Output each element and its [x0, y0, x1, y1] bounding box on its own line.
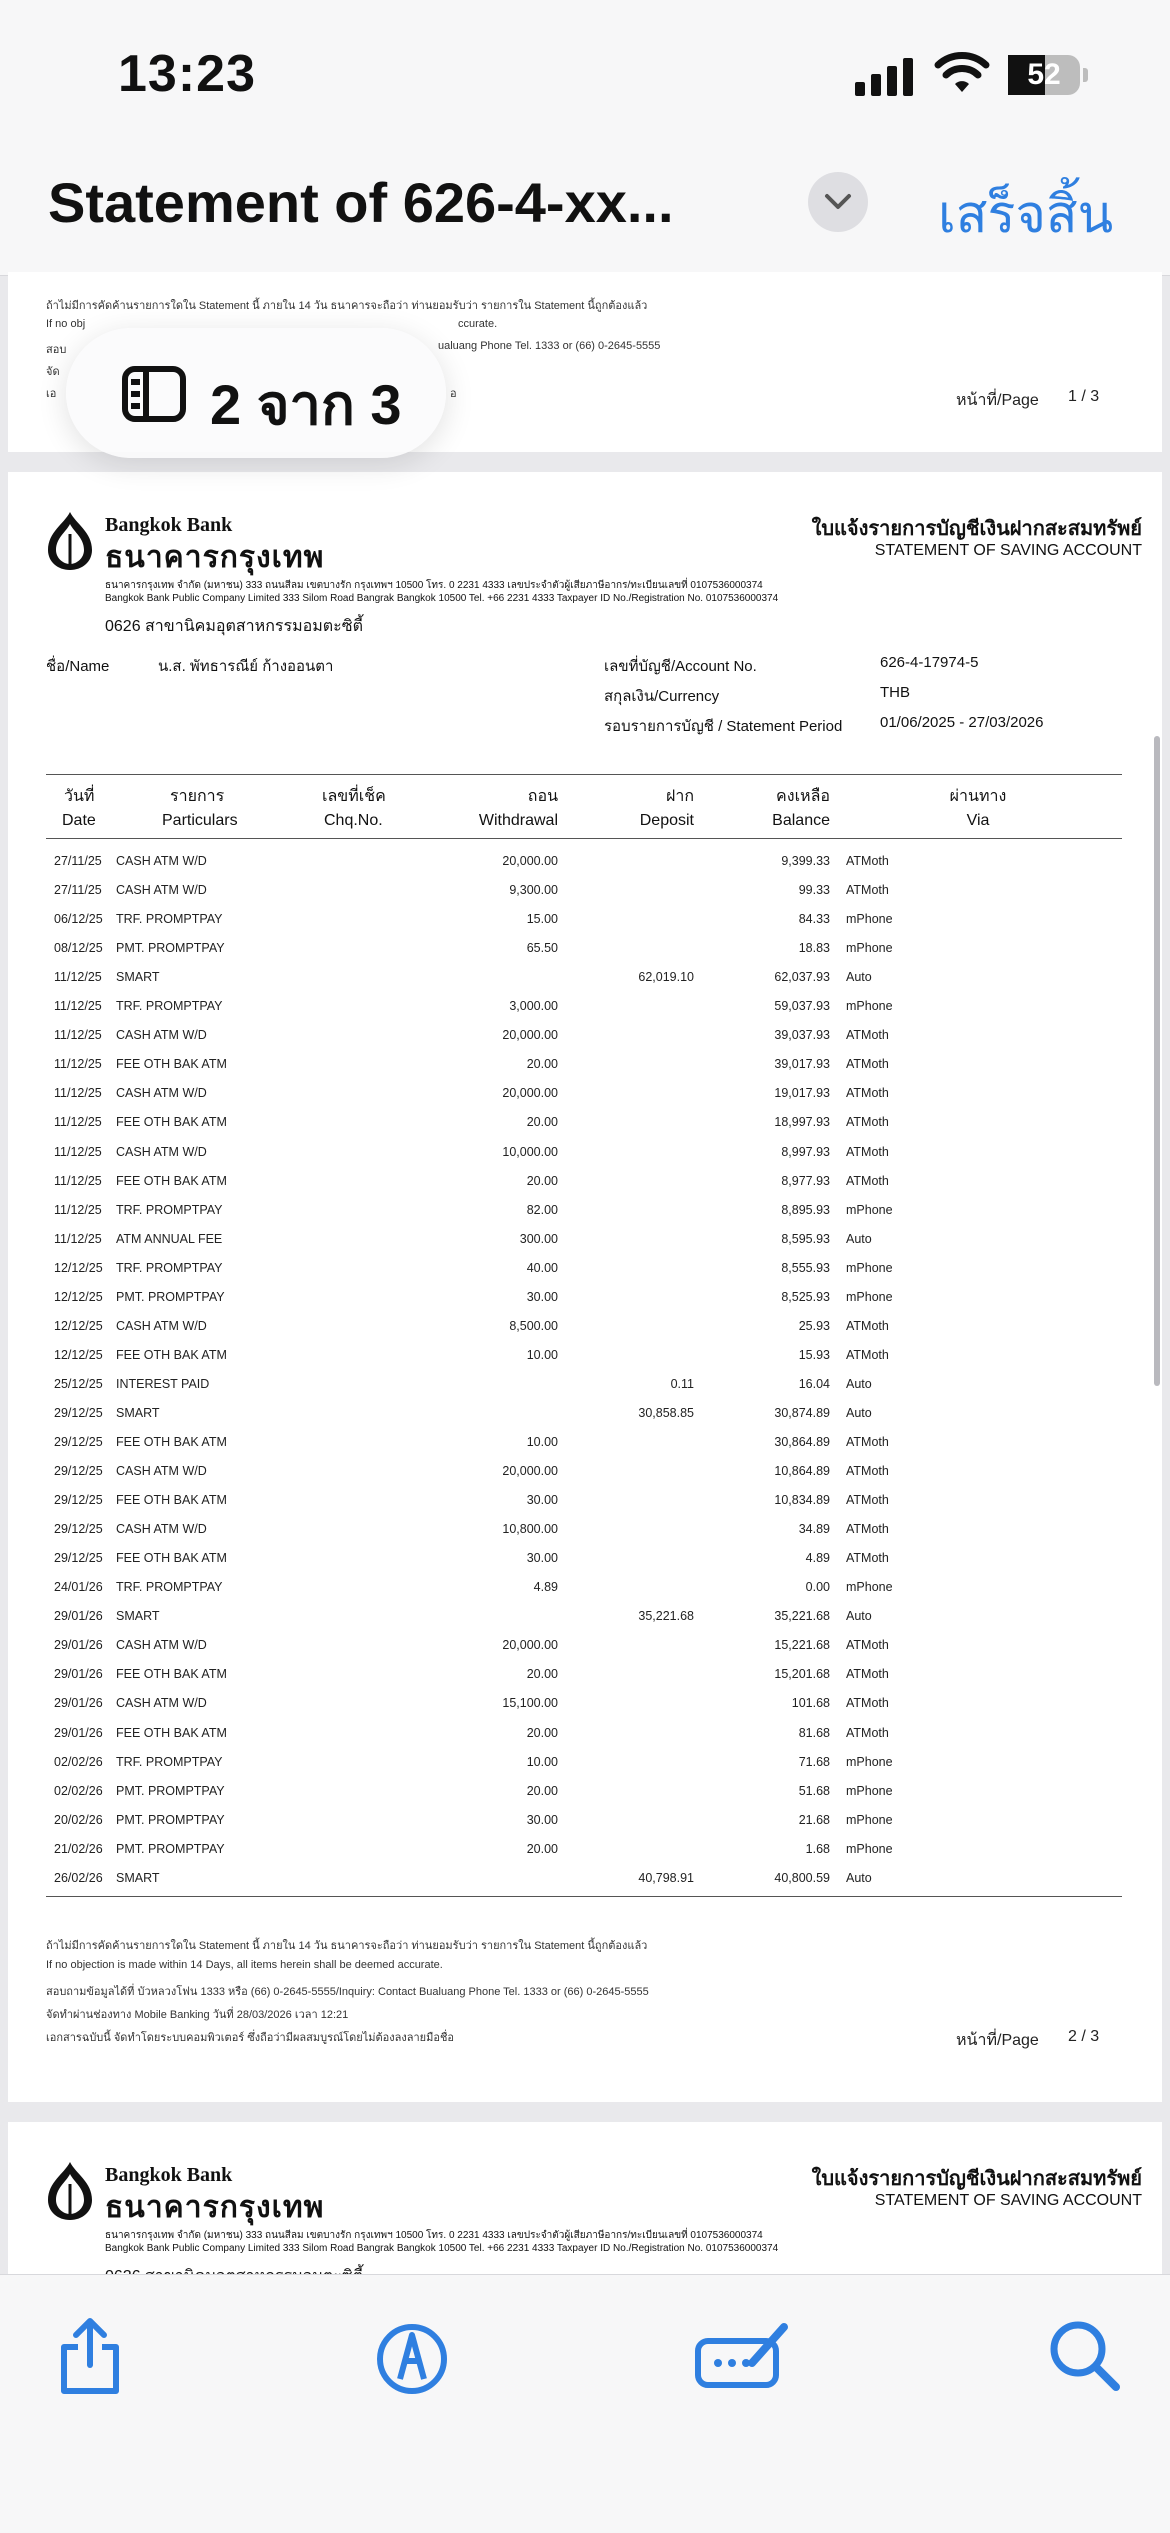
row-particulars: TRF. PROMPTPAY [116, 1754, 223, 1769]
row-withdrawal: 10.00 [526, 1347, 558, 1362]
row-via: mPhone [846, 1783, 893, 1798]
bangkok-bank-logo-icon [46, 510, 94, 572]
row-particulars: CASH ATM W/D [116, 1464, 207, 1479]
row-deposit: 35,221.68 [638, 1609, 694, 1624]
table-row [8, 1574, 1162, 1603]
table-row [8, 1545, 1162, 1574]
table-row [8, 1720, 1162, 1749]
row-via: mPhone [846, 1841, 893, 1856]
row-date: 08/12/25 [54, 941, 103, 956]
col-withdrawal-th: ถอน [527, 788, 558, 805]
table-row [8, 964, 1162, 993]
row-particulars: FEE OTH BAK ATM [116, 1725, 227, 1740]
row-particulars: FEE OTH BAK ATM [116, 1057, 227, 1072]
col-cheque-en: Chq.No. [324, 812, 383, 829]
table-row [8, 848, 1162, 877]
row-date: 11/12/25 [54, 1057, 102, 1072]
row-particulars: SMART [116, 1870, 160, 1885]
page3-statement-title-en: STATEMENT OF SAVING ACCOUNT [874, 2192, 1142, 2209]
row-withdrawal: 20.00 [526, 1841, 558, 1856]
row-withdrawal: 15.00 [526, 912, 558, 927]
table-row [8, 877, 1162, 906]
row-balance: 1.68 [805, 1841, 830, 1856]
page3-statement-title-th: ใบแจ้งรายการบัญชีเงินฝากสะสมทรัพย์ [811, 2168, 1142, 2190]
row-via: mPhone [846, 1754, 893, 1769]
row-deposit: 0.11 [670, 1376, 694, 1391]
row-particulars: FEE OTH BAK ATM [116, 1115, 227, 1130]
row-date: 29/01/26 [54, 1609, 103, 1624]
row-balance: 10,834.89 [774, 1493, 830, 1508]
row-balance: 15,221.68 [774, 1638, 830, 1653]
currency-label: สกุลเงิน/Currency [604, 688, 720, 705]
row-via: ATMoth [846, 1435, 889, 1449]
cellular-signal-icon [855, 56, 915, 96]
row-withdrawal: 9,300.00 [509, 883, 558, 898]
markup-icon[interactable] [372, 2315, 452, 2395]
page3-bank-address-en: Bangkok Bank Public Company Limited 333 Silom Road Bangrak Bangkok 10500 Tel. +66 2231 4333 Taxpayer ID No./Registration No. 0107536000374 [105, 2243, 779, 2254]
bank-address-th: ธนาคารกรุงเทพ จำกัด (มหาชน) 333 ถนนสีลม เขตบางรัก กรุงเทพฯ 10500 โทร. 0 2231 4333 เลขประจำตัวผู้เสียภาษีอากร/ทะเบียนเลขที่ 0107536000374 [105, 580, 763, 591]
row-via: mPhone [846, 1289, 893, 1304]
table-bottom-rule [46, 1896, 1122, 1897]
row-date: 29/01/26 [54, 1638, 103, 1653]
row-balance: 8,525.93 [781, 1289, 830, 1304]
row-particulars: CASH ATM W/D [116, 1696, 207, 1711]
row-particulars: SMART [116, 1609, 160, 1624]
row-balance: 9,399.33 [781, 854, 830, 868]
row-balance: 62,037.93 [774, 970, 830, 985]
row-balance: 4.89 [805, 1551, 830, 1566]
row-withdrawal: 20,000.00 [502, 1464, 558, 1479]
row-date: 29/01/26 [54, 1696, 103, 1711]
row-via: Auto [846, 1231, 872, 1246]
page1-footer-line-5: เอ [46, 388, 57, 400]
table-row [8, 1458, 1162, 1487]
row-balance: 0.00 [805, 1580, 830, 1595]
page1-footer-line-3: สอบ [46, 344, 67, 356]
table-row [8, 1022, 1162, 1051]
row-withdrawal: 20.00 [526, 1115, 558, 1130]
row-particulars: CASH ATM W/D [116, 1028, 207, 1043]
row-balance: 25.93 [798, 1318, 830, 1333]
row-via: mPhone [846, 1812, 893, 1827]
table-row [8, 1400, 1162, 1429]
table-row [8, 1080, 1162, 1109]
row-particulars: PMT. PROMPTPAY [116, 1841, 225, 1856]
bottom-toolbar [0, 2274, 1170, 2533]
row-via: ATMoth [846, 1493, 889, 1508]
row-particulars: CASH ATM W/D [116, 854, 207, 868]
table-row [8, 935, 1162, 964]
search-icon[interactable] [1044, 2315, 1124, 2395]
row-date: 20/02/26 [54, 1812, 103, 1827]
col-date-en: Date [62, 812, 96, 829]
row-via: ATMoth [846, 1551, 889, 1566]
table-row [8, 1226, 1162, 1255]
row-via: mPhone [846, 1580, 893, 1595]
pdf-page-2 [8, 472, 1162, 2102]
footer-line-2: If no objection is made within 14 Days, all items herein shall be deemed accurate. [46, 1959, 443, 1971]
row-via: Auto [846, 1870, 872, 1885]
row-date: 27/11/25 [54, 854, 102, 868]
row-withdrawal: 20,000.00 [502, 1086, 558, 1101]
footer-line-5: เอกสารฉบับนี้ จัดทำโดยระบบคอมพิวเตอร์ ซึ่งถือว่ามีผลสมบูรณ์โดยไม่ต้องลงลายมือชื่อ [46, 2032, 455, 2044]
row-particulars: FEE OTH BAK ATM [116, 1493, 227, 1508]
row-date: 02/02/26 [54, 1754, 103, 1769]
row-balance: 8,555.93 [781, 1260, 830, 1275]
battery-percent: 52 [1027, 58, 1061, 91]
bank-address-en: Bangkok Bank Public Company Limited 333 Silom Road Bangrak Bangkok 10500 Tel. +66 2231 4333 Taxpayer ID No./Registration No. 0107536000374 [105, 593, 779, 604]
table-row [8, 1051, 1162, 1080]
row-balance: 35,221.68 [774, 1609, 830, 1624]
name-label: ชื่อ/Name [46, 658, 110, 675]
page1-footer-line-5b: อ [450, 388, 457, 400]
wifi-icon [935, 52, 989, 96]
row-via: Auto [846, 1405, 872, 1420]
row-balance: 40,800.59 [774, 1870, 830, 1885]
statement-title-th: ใบแจ้งรายการบัญชีเงินฝากสะสมทรัพย์ [811, 518, 1142, 540]
row-date: 06/12/25 [54, 912, 103, 927]
row-date: 11/12/25 [54, 1028, 102, 1043]
row-particulars: FEE OTH BAK ATM [116, 1435, 227, 1449]
row-withdrawal: 20,000.00 [502, 1028, 558, 1043]
row-withdrawal: 30.00 [526, 1812, 558, 1827]
row-via: ATMoth [846, 1464, 889, 1479]
table-row [8, 1284, 1162, 1313]
row-withdrawal: 20.00 [526, 1057, 558, 1072]
row-particulars: PMT. PROMPTPAY [116, 1783, 225, 1798]
page-indicator-text: 2 จาก 3 [210, 373, 402, 436]
row-date: 11/12/25 [54, 999, 102, 1014]
row-withdrawal: 10,800.00 [502, 1522, 558, 1537]
navigation-bar [0, 150, 1170, 276]
row-withdrawal: 10,000.00 [502, 1144, 558, 1159]
table-row [8, 906, 1162, 935]
row-deposit: 40,798.91 [638, 1870, 694, 1885]
row-balance: 18,997.93 [774, 1115, 830, 1130]
row-balance: 8,595.93 [781, 1231, 830, 1246]
row-particulars: TRF. PROMPTPAY [116, 1580, 223, 1595]
row-withdrawal: 40.00 [526, 1260, 558, 1275]
row-via: ATMoth [846, 1667, 889, 1682]
row-balance: 34.89 [798, 1522, 830, 1537]
footer-line-3: สอบถามข้อมูลได้ที่ บัวหลวงโฟน 1333 หรือ (66) 0-2645-5555/Inquiry: Contact Bualuang Phone Tel. 1333 or (66) 0-2645-5555 [46, 1986, 649, 1998]
table-row [8, 1807, 1162, 1836]
row-balance: 84.33 [798, 912, 830, 927]
row-date: 11/12/25 [54, 1115, 102, 1130]
row-withdrawal: 20,000.00 [502, 854, 558, 868]
row-particulars: PMT. PROMPTPAY [116, 1812, 225, 1827]
col-withdrawal-en: Withdrawal [478, 812, 558, 829]
table-row [8, 1342, 1162, 1371]
page1-page-number: 1 / 3 [1068, 388, 1100, 405]
footer-line-4: จัดทำผ่านช่องทาง Mobile Banking วันที่ 28/03/2026 เวลา 12:21 [46, 2009, 349, 2021]
row-balance: 15.93 [798, 1347, 830, 1362]
table-row [8, 1313, 1162, 1342]
col-particulars-th: รายการ [170, 788, 225, 805]
scroll-indicator[interactable] [1154, 736, 1160, 1386]
row-particulars: PMT. PROMPTPAY [116, 941, 225, 956]
row-withdrawal: 8,500.00 [509, 1318, 558, 1333]
row-date: 11/12/25 [54, 1231, 102, 1246]
row-date: 11/12/25 [54, 1173, 102, 1188]
row-withdrawal: 65.50 [526, 941, 558, 956]
page3-bank-address-th: ธนาคารกรุงเทพ จำกัด (มหาชน) 333 ถนนสีลม เขตบางรัก กรุงเทพฯ 10500 โทร. 0 2231 4333 เลขประจำตัวผู้เสียภาษีอากร/ทะเบียนเลขที่ 0107536000374 [105, 2230, 763, 2241]
row-via: mPhone [846, 912, 893, 927]
row-via: ATMoth [846, 1144, 889, 1159]
page2-page-number: 2 / 3 [1068, 2028, 1100, 2045]
row-particulars: INTEREST PAID [116, 1376, 210, 1391]
row-balance: 39,037.93 [774, 1028, 830, 1043]
row-withdrawal: 20,000.00 [502, 1638, 558, 1653]
share-icon[interactable] [50, 2315, 130, 2395]
row-particulars: TRF. PROMPTPAY [116, 999, 223, 1014]
row-date: 29/12/25 [54, 1551, 103, 1566]
battery-icon [1008, 55, 1088, 95]
page1-footer-line-4: จัด [46, 366, 60, 378]
bank-name-en: Bangkok Bank [105, 514, 233, 536]
row-via: ATMoth [846, 1638, 889, 1653]
row-date: 12/12/25 [54, 1260, 103, 1275]
table-row [8, 1661, 1162, 1690]
row-particulars: SMART [116, 1405, 160, 1420]
row-date: 29/01/26 [54, 1725, 103, 1740]
row-withdrawal: 300.00 [519, 1231, 558, 1246]
page1-footer-line-2b: ccurate. [458, 318, 498, 330]
row-balance: 99.33 [798, 883, 830, 898]
currency-value: THB [880, 684, 910, 701]
row-date: 11/12/25 [54, 970, 102, 985]
table-row [8, 1139, 1162, 1168]
row-via: ATMoth [846, 1115, 889, 1130]
status-bar [0, 0, 1170, 150]
row-date: 12/12/25 [54, 1347, 103, 1362]
row-balance: 101.68 [791, 1696, 830, 1711]
document-viewer[interactable] [0, 276, 1170, 2274]
table-row [8, 993, 1162, 1022]
table-row [8, 1197, 1162, 1226]
row-balance: 71.68 [798, 1754, 830, 1769]
row-via: ATMoth [846, 854, 889, 868]
statement-period-label: รอบรายการบัญชี / Statement Period [604, 718, 843, 735]
row-date: 29/12/25 [54, 1522, 103, 1537]
row-withdrawal: 10.00 [526, 1754, 558, 1769]
statement-period: 01/06/2025 - 27/03/2026 [880, 714, 1044, 731]
row-via: Auto [846, 970, 872, 985]
row-date: 29/12/25 [54, 1464, 103, 1479]
col-via-en: Via [966, 812, 990, 829]
table-header-rule [46, 838, 1122, 839]
row-via: mPhone [846, 1260, 893, 1275]
row-particulars: CASH ATM W/D [116, 1086, 207, 1101]
table-row [8, 1371, 1162, 1400]
col-via-th: ผ่านทาง [949, 788, 1007, 805]
row-via: ATMoth [846, 883, 889, 898]
row-via: ATMoth [846, 1086, 889, 1101]
row-date: 11/12/25 [54, 1086, 102, 1101]
row-balance: 81.68 [798, 1725, 830, 1740]
row-balance: 8,895.93 [781, 1202, 830, 1217]
account-number-label: เลขที่บัญชี/Account No. [604, 658, 757, 675]
table-row [8, 1429, 1162, 1458]
row-date: 12/12/25 [54, 1318, 103, 1333]
row-withdrawal: 20.00 [526, 1725, 558, 1740]
row-particulars: ATM ANNUAL FEE [116, 1231, 223, 1246]
done-button[interactable]: เสร็จสิ้น [938, 186, 1114, 244]
page2-page-label: หน้าที่/Page [956, 2032, 1039, 2049]
table-row [8, 1690, 1162, 1719]
table-row [8, 1255, 1162, 1284]
row-particulars: FEE OTH BAK ATM [116, 1347, 227, 1362]
page1-footer-line-2: If no obj [46, 318, 86, 330]
row-particulars: CASH ATM W/D [116, 1522, 207, 1537]
branch-name: 0626 สาขานิคมอุตสาหกรรมอมตะซิตี้ [105, 618, 364, 635]
row-withdrawal: 30.00 [526, 1289, 558, 1304]
row-deposit: 62,019.10 [638, 970, 694, 985]
signature-icon[interactable] [692, 2315, 792, 2395]
row-withdrawal: 20.00 [526, 1783, 558, 1798]
account-holder-name: น.ส. พัทธารณีย์ ก้างออนตา [158, 658, 334, 675]
table-row [8, 1749, 1162, 1778]
table-row [8, 1168, 1162, 1197]
col-cheque-th: เลขที่เช็ค [322, 788, 386, 805]
account-number: 626-4-17974-5 [880, 654, 979, 671]
row-date: 25/12/25 [54, 1376, 103, 1391]
row-via: ATMoth [846, 1057, 889, 1072]
row-withdrawal: 3,000.00 [509, 999, 558, 1014]
footer-line-1: ถ้าไม่มีการคัดค้านรายการใดใน Statement นี้ ภายใน 14 วัน ธนาคารจะถือว่า ท่านยอมรับว่า รายการใน Statement นี้ถูกต้องแล้ว [46, 1940, 648, 1952]
row-balance: 30,864.89 [774, 1435, 830, 1449]
row-withdrawal: 10.00 [526, 1435, 558, 1449]
col-balance-th: คงเหลือ [776, 788, 830, 805]
document-title[interactable]: Statement of 626-4-xx... [48, 171, 674, 234]
row-particulars: CASH ATM W/D [116, 1318, 207, 1333]
row-withdrawal: 4.89 [533, 1580, 558, 1595]
row-withdrawal: 82.00 [526, 1202, 558, 1217]
row-via: mPhone [846, 1202, 893, 1217]
row-date: 29/01/26 [54, 1667, 103, 1682]
row-date: 12/12/25 [54, 1289, 103, 1304]
page3-bank-name-th: ธนาคารกรุงเทพ [105, 2191, 325, 2224]
row-balance: 8,977.93 [781, 1173, 830, 1188]
row-via: ATMoth [846, 1725, 889, 1740]
row-withdrawal: 30.00 [526, 1551, 558, 1566]
col-balance-en: Balance [772, 812, 830, 829]
row-date: 21/02/26 [54, 1841, 103, 1856]
row-via: ATMoth [846, 1173, 889, 1188]
bangkok-bank-logo-icon [46, 2160, 94, 2222]
title-menu-button[interactable] [808, 172, 868, 232]
row-via: Auto [846, 1376, 872, 1391]
row-date: 29/12/25 [54, 1493, 103, 1508]
row-deposit: 30,858.85 [638, 1405, 694, 1420]
table-row [8, 1778, 1162, 1807]
row-withdrawal: 15,100.00 [502, 1696, 558, 1711]
row-withdrawal: 20.00 [526, 1173, 558, 1188]
table-row [8, 1516, 1162, 1545]
table-top-rule [46, 774, 1122, 775]
row-particulars: FEE OTH BAK ATM [116, 1173, 227, 1188]
row-balance: 59,037.93 [774, 999, 830, 1014]
status-time: 13:23 [118, 45, 256, 103]
row-balance: 21.68 [798, 1812, 830, 1827]
row-particulars: FEE OTH BAK ATM [116, 1551, 227, 1566]
row-date: 24/01/26 [54, 1580, 103, 1595]
row-withdrawal: 30.00 [526, 1493, 558, 1508]
row-balance: 16.04 [798, 1376, 830, 1391]
row-balance: 8,997.93 [781, 1144, 830, 1159]
col-particulars-en: Particulars [162, 812, 238, 829]
page-indicator[interactable] [66, 328, 446, 458]
row-via: mPhone [846, 999, 893, 1014]
statement-title-en: STATEMENT OF SAVING ACCOUNT [874, 542, 1142, 559]
row-withdrawal: 20.00 [526, 1667, 558, 1682]
bank-name-th: ธนาคารกรุงเทพ [105, 541, 325, 574]
row-via: ATMoth [846, 1347, 889, 1362]
col-deposit-th: ฝาก [665, 788, 694, 805]
col-date-th: วันที่ [64, 788, 95, 805]
table-row [8, 1109, 1162, 1138]
table-row [8, 1603, 1162, 1632]
row-via: ATMoth [846, 1028, 889, 1043]
row-particulars: SMART [116, 970, 160, 985]
row-balance: 51.68 [798, 1783, 830, 1798]
row-particulars: PMT. PROMPTPAY [116, 1289, 225, 1304]
row-via: Auto [846, 1609, 872, 1624]
chevron-down-icon [823, 189, 853, 215]
row-particulars: FEE OTH BAK ATM [116, 1667, 227, 1682]
row-via: ATMoth [846, 1696, 889, 1711]
table-row [8, 1865, 1162, 1894]
row-date: 29/12/25 [54, 1435, 103, 1449]
row-date: 11/12/25 [54, 1144, 102, 1159]
page1-page-label: หน้าที่/Page [956, 392, 1039, 409]
row-date: 29/12/25 [54, 1405, 103, 1420]
row-via: ATMoth [846, 1522, 889, 1537]
row-balance: 10,864.89 [774, 1464, 830, 1479]
row-balance: 15,201.68 [774, 1667, 830, 1682]
row-date: 11/12/25 [54, 1202, 102, 1217]
row-particulars: TRF. PROMPTPAY [116, 912, 223, 927]
col-deposit-en: Deposit [639, 812, 694, 829]
table-row [8, 1632, 1162, 1661]
table-row [8, 1836, 1162, 1865]
row-particulars: TRF. PROMPTPAY [116, 1202, 223, 1217]
row-via: mPhone [846, 941, 893, 956]
row-balance: 19,017.93 [774, 1086, 830, 1101]
row-via: ATMoth [846, 1318, 889, 1333]
table-row [8, 1487, 1162, 1516]
sidebar-pages-icon [122, 366, 186, 422]
row-particulars: CASH ATM W/D [116, 883, 207, 898]
row-particulars: CASH ATM W/D [116, 1144, 207, 1159]
row-balance: 18.83 [798, 941, 830, 956]
row-particulars: CASH ATM W/D [116, 1638, 207, 1653]
page3-bank-name-en: Bangkok Bank [105, 2164, 233, 2186]
row-balance: 30,874.89 [774, 1405, 830, 1420]
row-date: 27/11/25 [54, 883, 102, 898]
row-date: 02/02/26 [54, 1783, 103, 1798]
page1-footer-line-1: ถ้าไม่มีการคัดค้านรายการใดใน Statement นี้ ภายใน 14 วัน ธนาคารจะถือว่า ท่านยอมรับว่า รายการใน Statement นี้ถูกต้องแล้ว [46, 300, 648, 312]
page1-footer-line-3b: ualuang Phone Tel. 1333 or (66) 0-2645-5555 [438, 340, 661, 352]
row-particulars: TRF. PROMPTPAY [116, 1260, 223, 1275]
row-balance: 39,017.93 [774, 1057, 830, 1072]
row-date: 26/02/26 [54, 1870, 103, 1885]
